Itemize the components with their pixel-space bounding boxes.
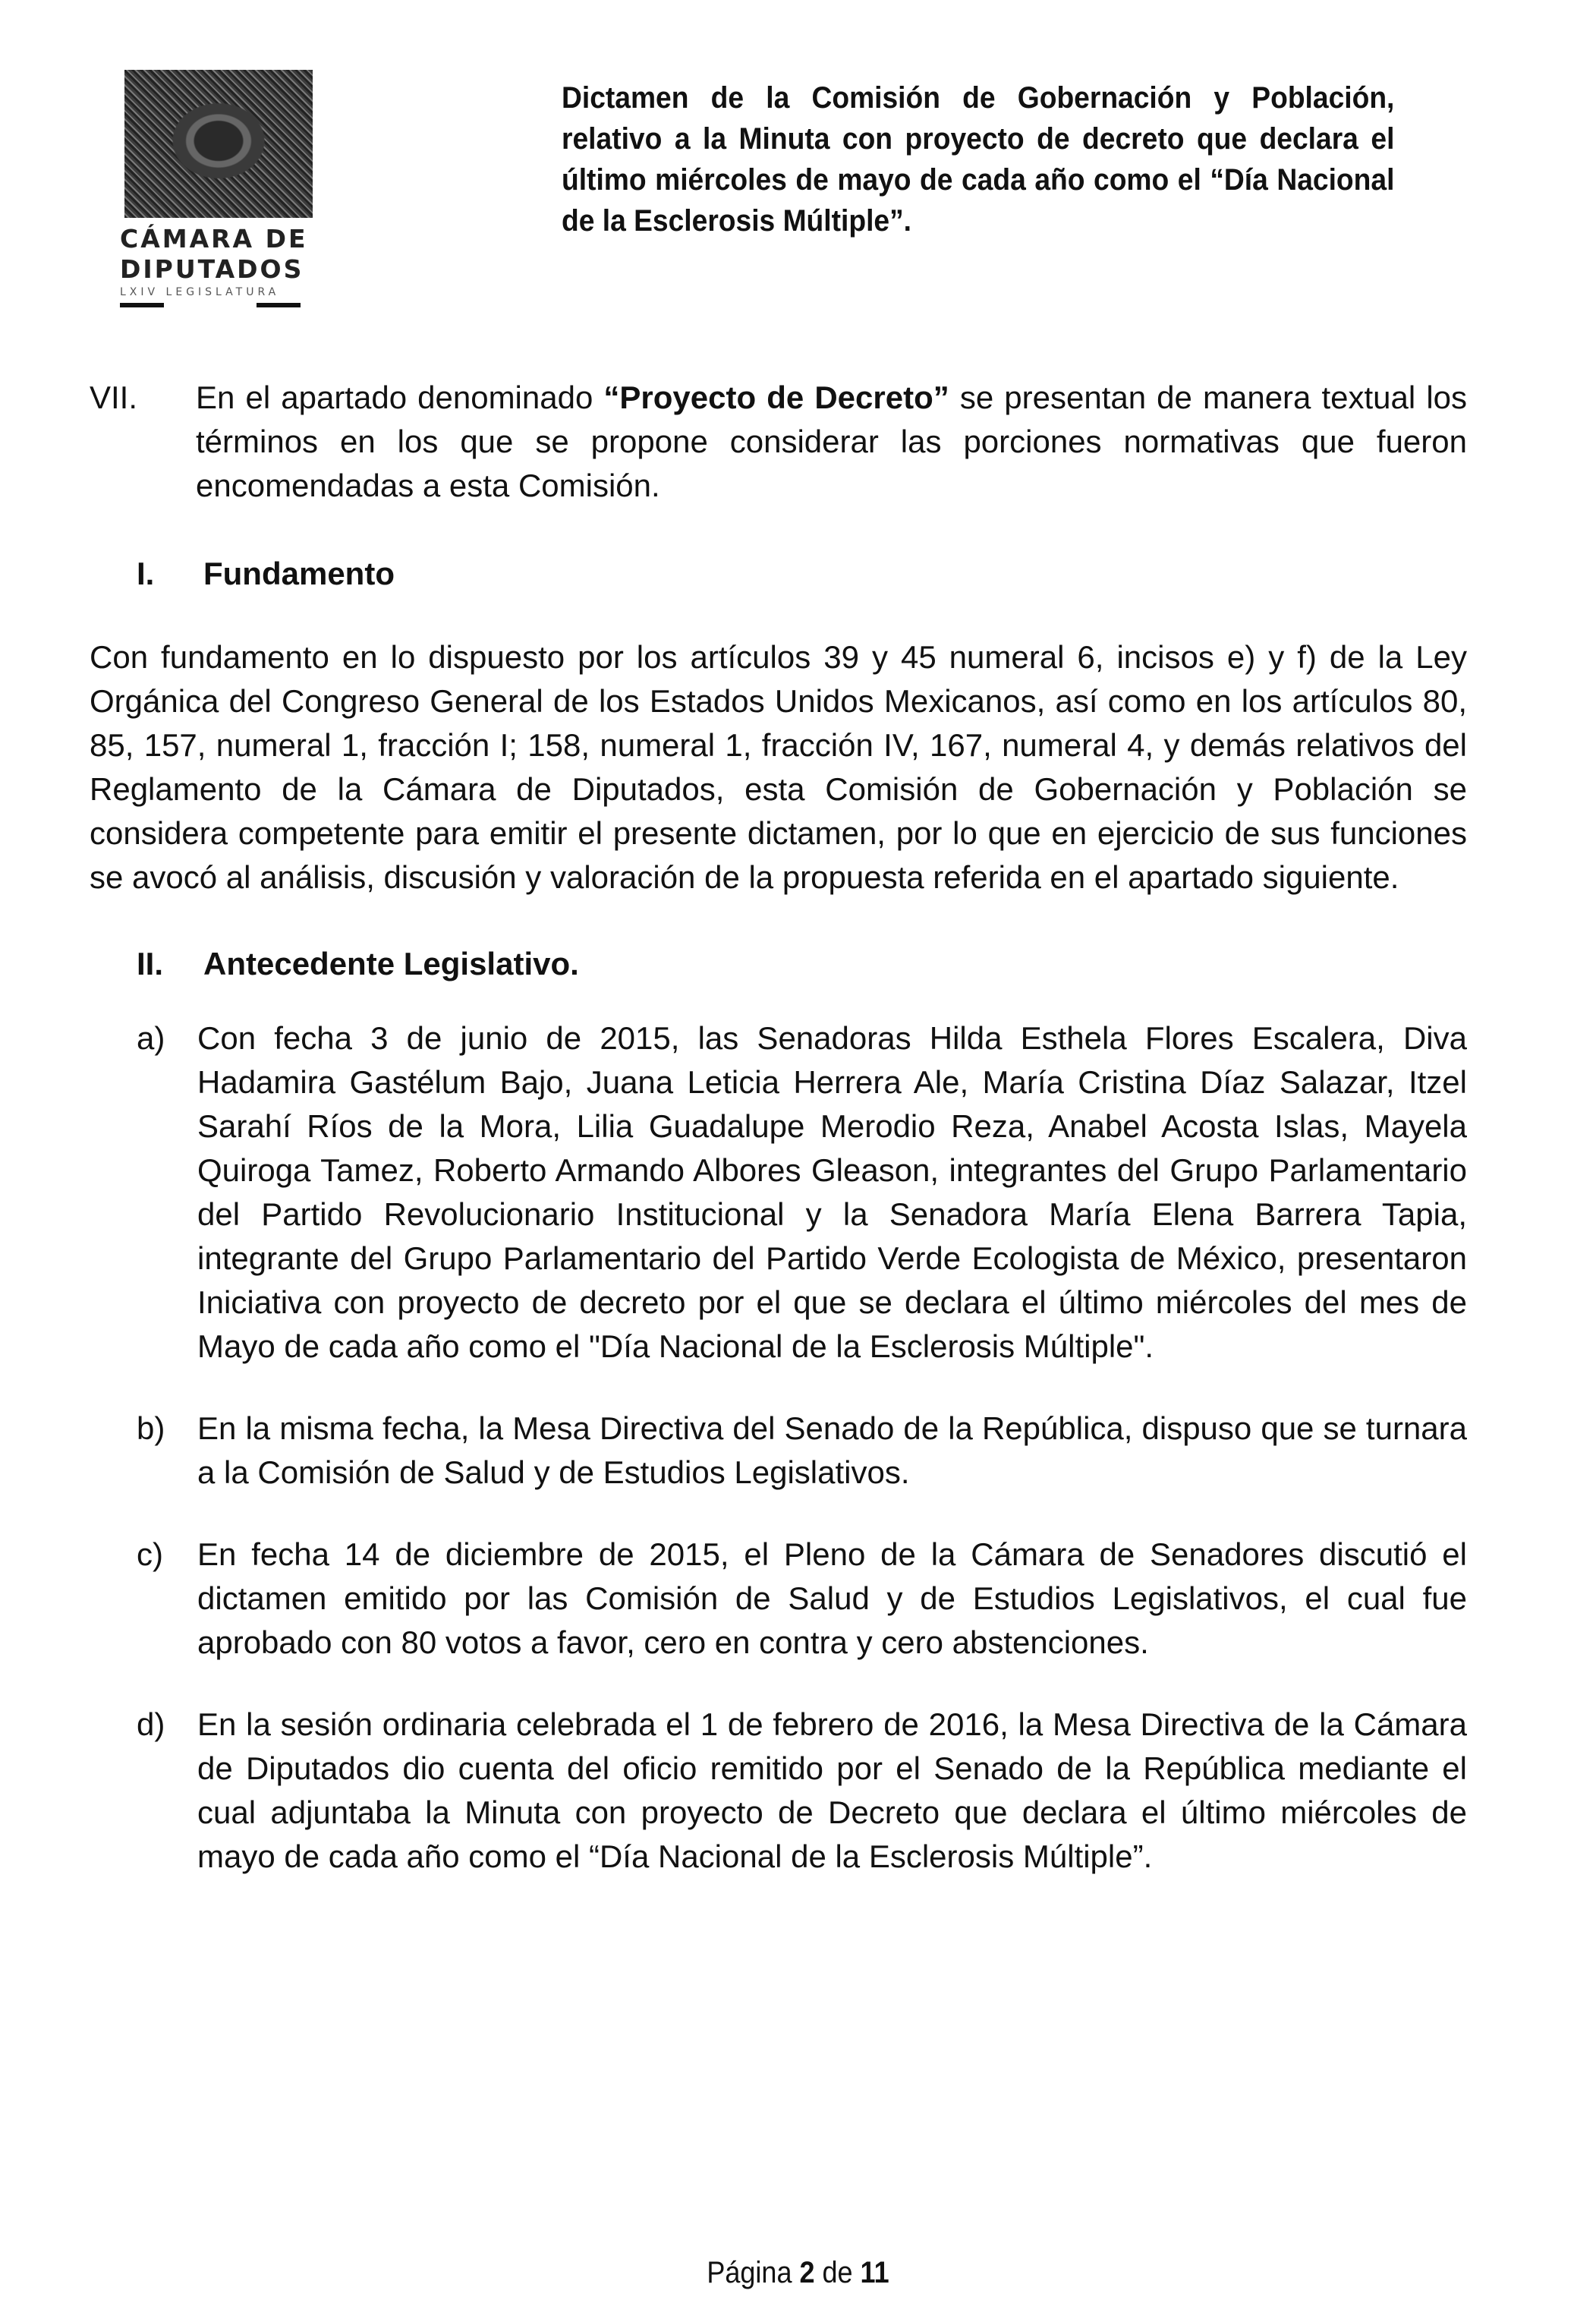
- logo-title-line1: CÁMARA DE: [120, 224, 308, 254]
- list-item-label: c): [137, 1536, 163, 1572]
- section-i-paragraph: Con fundamento en lo dispuesto por los artículos 39 y 45 numeral 6, incisos e) y f) de la Ley Orgánica del Congreso General de los Estados Unidos Mexicanos, así como en los artículos 80, 85, 157, numeral 1, fracción I; 158, numeral 1, fracción IV, 167, numeral 4, y demás relativos del Reglamento de la Cámara de Diputados, esta Comisión de Gobernación y Población se considera competente para emitir el presente dictamen, por lo que en ejercicio de sus funciones se avocó al análisis, discusión y valoración de la propuesta referida en el apartado siguiente.: [90, 639, 1467, 895]
- section-vii-text-before: En el apartado denominado: [196, 380, 604, 415]
- list-item-text: En fecha 14 de diciembre de 2015, el Pleno de la Cámara de Senadores discutió el dictamen emitido por las Comisión de Salud y de Estudios Legislativos, el cual fue aprobado con 80 votos a favor, cero en contra y cero abstenciones.: [197, 1536, 1467, 1660]
- chamber-logo: [120, 70, 325, 307]
- section-i-title: Fundamento: [203, 556, 395, 591]
- list-item: [137, 1703, 1467, 1879]
- logo-title-line2: DIPUTADOS: [120, 254, 304, 284]
- section-vii: [90, 376, 1467, 508]
- section-i-heading: [90, 552, 1467, 596]
- list-item-label: a): [137, 1020, 165, 1056]
- logo-title: [120, 224, 325, 285]
- page-number-prefix: Página: [707, 2256, 800, 2289]
- list-item-text: En la misma fecha, la Mesa Directiva del Senado de la República, dispuso que se turnara a la Comisión de Salud y de Estudios Legislativos.: [197, 1410, 1467, 1490]
- logo-bars: [120, 303, 301, 307]
- page-number-total: 11: [860, 2256, 889, 2289]
- section-vii-text: [196, 376, 1467, 508]
- logo-subtitle: LXIV LEGISLATURA: [120, 286, 280, 298]
- section-i-numeral: I.: [137, 556, 155, 591]
- list-item-label: b): [137, 1410, 165, 1446]
- page-number-middle: de: [814, 2256, 861, 2289]
- section-vii-text-after: se presentan de manera textual los términos en los que se propone considerar las porciones normativas que fueron encomendadas a esta Comisión.: [196, 380, 1468, 503]
- list-item-text: Con fecha 3 de junio de 2015, las Senadoras Hilda Esthela Flores Escalera, Diva Hadamira Gastélum Bajo, Juana Leticia Herrera Ale, María Cristina Díaz Salazar, Itzel Sarahí Ríos de la Mora, Lilia Guadalupe Merodio Reza, Anabel Acosta Islas, Mayela Quiroga Tamez, Roberto Armando Albores Gleason, integrantes del Grupo Parlamentario del Partido Revolucionario Institucional y la Senadora María Elena Barrera Tapia, integrante del Grupo Parlamentario del Partido Verde Ecologista de México, presentaron Iniciativa con proyecto de decreto por el que se declara el último miércoles del mes de Mayo de cada año como el "Día Nacional de la Esclerosis Múltiple".: [197, 1020, 1467, 1364]
- section-ii-heading: [90, 942, 1467, 986]
- list-item-label: d): [137, 1706, 165, 1742]
- list-item: [137, 1407, 1467, 1495]
- list-item: [137, 1016, 1467, 1369]
- page-number: [80, 2256, 1516, 2290]
- list-item-text: En la sesión ordinaria celebrada el 1 de febrero de 2016, la Mesa Directiva de la Cámara de Diputados dio cuenta del oficio remitido por el Senado de la República mediante el cual adjuntaba la Minuta con proyecto de Decreto que declara el último miércoles de mayo de cada año como el “Día Nacional de la Esclerosis Múltiple”.: [197, 1706, 1467, 1874]
- section-ii-title: Antecedente Legislativo.: [203, 946, 579, 981]
- section-vii-text-bold: “Proyecto de Decreto”: [603, 380, 949, 415]
- section-vii-numeral: VII.: [90, 380, 138, 415]
- national-seal-icon: [124, 70, 313, 218]
- document-body: [90, 376, 1467, 1879]
- document-title: Dictamen de la Comisión de Gobernación y Población, relativo a la Minuta con proyecto de decreto que declara el último miércoles de mayo de cada año como el “Día Nacional de la Esclerosis Múltiple”.: [562, 81, 1395, 238]
- page-number-current: 2: [799, 2256, 815, 2289]
- section-ii-numeral: II.: [137, 946, 164, 981]
- list-item: [137, 1533, 1467, 1665]
